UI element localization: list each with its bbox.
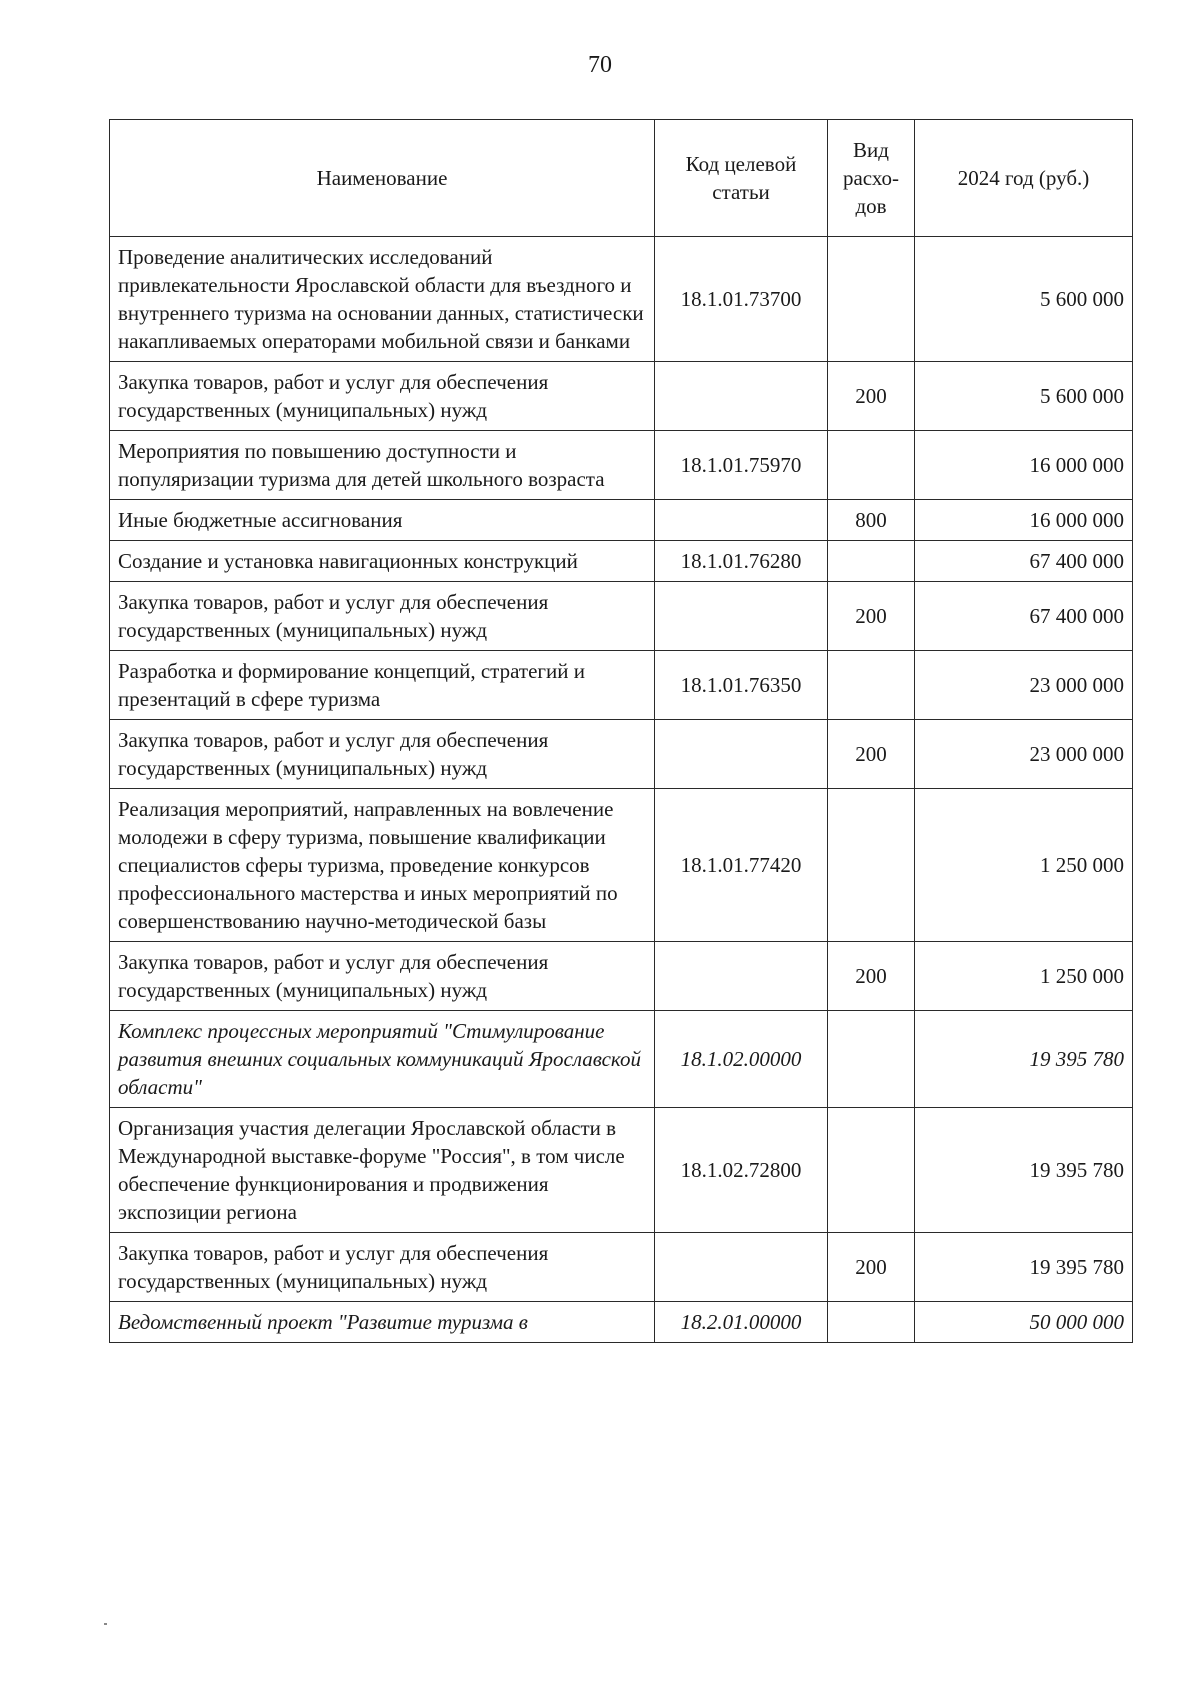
- cell-kind: 200: [828, 720, 915, 789]
- cell-kind: [828, 541, 915, 582]
- table-row: [110, 582, 1133, 651]
- cell-name: Комплекс процессных мероприятий "Стимулирование развития внешних социальных коммуникаций Ярославской области": [110, 1011, 655, 1108]
- cell-code: 18.1.01.73700: [655, 237, 828, 362]
- cell-amount: 16 000 000: [915, 431, 1133, 500]
- cell-code: 18.1.01.76350: [655, 651, 828, 720]
- cell-code: [655, 362, 828, 431]
- table-row: [110, 720, 1133, 789]
- cell-kind: [828, 1011, 915, 1108]
- table-row: [110, 651, 1133, 720]
- cell-kind: [828, 1302, 915, 1343]
- cell-code: 18.1.01.76280: [655, 541, 828, 582]
- cell-kind: 800: [828, 500, 915, 541]
- cell-code: 18.1.02.72800: [655, 1108, 828, 1233]
- cell-kind: 200: [828, 582, 915, 651]
- cell-amount: 1 250 000: [915, 789, 1133, 942]
- cell-code: [655, 1233, 828, 1302]
- cell-code: [655, 500, 828, 541]
- cell-kind: [828, 237, 915, 362]
- cell-amount: 16 000 000: [915, 500, 1133, 541]
- cell-amount: 19 395 780: [915, 1011, 1133, 1108]
- cell-amount: 67 400 000: [915, 582, 1133, 651]
- table-header-row: [110, 120, 1133, 237]
- cell-code: [655, 720, 828, 789]
- table-row: [110, 1011, 1133, 1108]
- cell-kind: [828, 789, 915, 942]
- cell-name: Создание и установка навигационных конструкций: [110, 541, 655, 582]
- cell-name: Иные бюджетные ассигнования: [110, 500, 655, 541]
- cell-name: Организация участия делегации Ярославской области в Международной выставке-форуме "Россия", в том числе обеспечение функционирования и продвижения экспозиции региона: [110, 1108, 655, 1233]
- cell-amount: 5 600 000: [915, 237, 1133, 362]
- cell-code: [655, 582, 828, 651]
- budget-table: [109, 119, 1133, 1343]
- cell-kind: 200: [828, 1233, 915, 1302]
- table-row: [110, 1233, 1133, 1302]
- table-row: [110, 942, 1133, 1011]
- cell-amount: 50 000 000: [915, 1302, 1133, 1343]
- cell-name: Проведение аналитических исследований привлекательности Ярославской области для въездного и внутреннего туризма на основании данных, статистически накапливаемых операторами мобильной связи и банками: [110, 237, 655, 362]
- table-row: [110, 541, 1133, 582]
- cell-name: Закупка товаров, работ и услуг для обеспечения государственных (муниципальных) нужд: [110, 720, 655, 789]
- cell-name: Ведомственный проект "Развитие туризма в: [110, 1302, 655, 1343]
- scan-mark: [104, 1623, 107, 1625]
- cell-kind: [828, 651, 915, 720]
- cell-name: Закупка товаров, работ и услуг для обеспечения государственных (муниципальных) нужд: [110, 362, 655, 431]
- cell-amount: 23 000 000: [915, 720, 1133, 789]
- header-name: Наименование: [110, 120, 655, 237]
- cell-code: 18.1.01.77420: [655, 789, 828, 942]
- cell-kind: 200: [828, 362, 915, 431]
- table-row: [110, 1302, 1133, 1343]
- cell-name: Реализация мероприятий, направленных на вовлечение молодежи в сферу туризма, повышение квалификации специалистов сферы туризма, проведение конкурсов профессионального мастерства и иных мероприятий по совершенствованию научно-методической базы: [110, 789, 655, 942]
- cell-kind: [828, 1108, 915, 1233]
- table-row: [110, 789, 1133, 942]
- cell-amount: 19 395 780: [915, 1108, 1133, 1233]
- table-row: [110, 1108, 1133, 1233]
- cell-kind: 200: [828, 942, 915, 1011]
- table-body: [110, 237, 1133, 1343]
- cell-name: Закупка товаров, работ и услуг для обеспечения государственных (муниципальных) нужд: [110, 1233, 655, 1302]
- header-code: Код целевой статьи: [655, 120, 828, 237]
- cell-code: [655, 942, 828, 1011]
- cell-name: Мероприятия по повышению доступности и популяризации туризма для детей школьного возраста: [110, 431, 655, 500]
- table-row: [110, 362, 1133, 431]
- cell-code: 18.1.01.75970: [655, 431, 828, 500]
- cell-amount: 19 395 780: [915, 1233, 1133, 1302]
- table-row: [110, 431, 1133, 500]
- page-number: 70: [588, 52, 612, 78]
- cell-amount: 23 000 000: [915, 651, 1133, 720]
- table-row: [110, 500, 1133, 541]
- cell-amount: 5 600 000: [915, 362, 1133, 431]
- cell-code: 18.1.02.00000: [655, 1011, 828, 1108]
- cell-amount: 1 250 000: [915, 942, 1133, 1011]
- cell-amount: 67 400 000: [915, 541, 1133, 582]
- cell-name: Закупка товаров, работ и услуг для обеспечения государственных (муниципальных) нужд: [110, 582, 655, 651]
- cell-kind: [828, 431, 915, 500]
- cell-code: 18.2.01.00000: [655, 1302, 828, 1343]
- cell-name: Разработка и формирование концепций, стратегий и презентаций в сфере туризма: [110, 651, 655, 720]
- header-amount: 2024 год (руб.): [915, 120, 1133, 237]
- cell-name: Закупка товаров, работ и услуг для обеспечения государственных (муниципальных) нужд: [110, 942, 655, 1011]
- header-kind: Вид расхо-дов: [828, 120, 915, 237]
- table-row: [110, 237, 1133, 362]
